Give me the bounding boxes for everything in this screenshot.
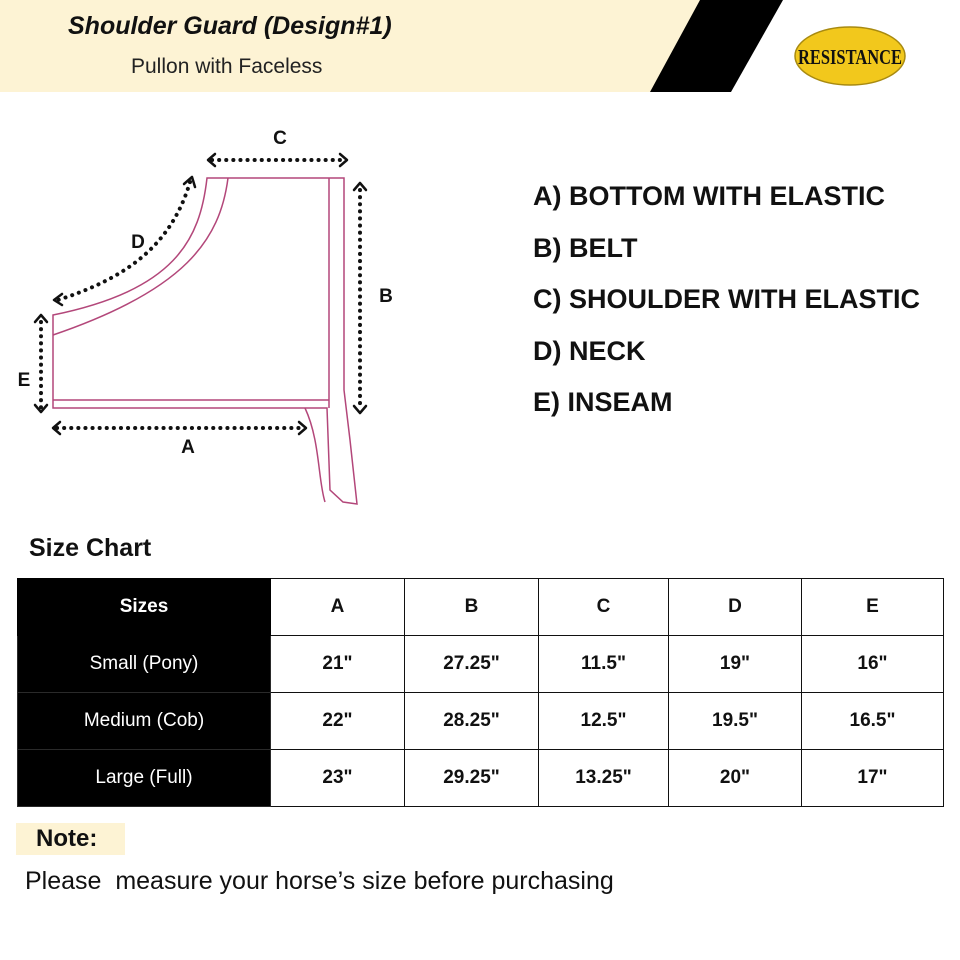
value-a: 22" (271, 693, 405, 750)
value-d: 19.5" (669, 693, 802, 750)
diagram-label-c: C (273, 128, 287, 149)
header-a: A (271, 579, 405, 636)
value-a: 21" (271, 636, 405, 693)
table-header-row (18, 579, 944, 636)
size-name: Large (Full) (18, 750, 271, 807)
value-b: 27.25" (405, 636, 539, 693)
value-e: 16" (802, 636, 944, 693)
header-b: B (405, 579, 539, 636)
garment-outline (53, 178, 357, 504)
table-row (18, 750, 944, 807)
note-text: Please measure your horse’s size before purchasing (25, 867, 614, 895)
table-row (18, 693, 944, 750)
diagram-label-a: A (181, 437, 195, 458)
diagram-label-b: B (379, 286, 393, 307)
page-title: Shoulder Guard (Design#1) (68, 12, 392, 40)
note-label: Note: (36, 825, 98, 852)
shoulder-guard-diagram (0, 110, 460, 520)
brand-logo (792, 20, 908, 88)
measure-arrowheads (35, 154, 366, 434)
value-e: 17" (802, 750, 944, 807)
value-c: 13.25" (539, 750, 669, 807)
value-d: 20" (669, 750, 802, 807)
table-row (18, 636, 944, 693)
diagram-label-e: E (17, 370, 31, 391)
brand-logo-text: RESISTANCE (798, 45, 902, 69)
size-name: Medium (Cob) (18, 693, 271, 750)
header-sizes: Sizes (18, 579, 271, 636)
size-name: Small (Pony) (18, 636, 271, 693)
size-chart-title: Size Chart (29, 534, 152, 562)
size-chart-table (17, 578, 944, 807)
value-c: 12.5" (539, 693, 669, 750)
measurement-legend (533, 176, 920, 434)
measure-lines (41, 160, 360, 428)
value-a: 23" (271, 750, 405, 807)
diagram-label-d: D (131, 232, 145, 253)
header-c: C (539, 579, 669, 636)
value-b: 28.25" (405, 693, 539, 750)
value-d: 19" (669, 636, 802, 693)
legend-item-e: E) INSEAM (533, 387, 673, 417)
value-b: 29.25" (405, 750, 539, 807)
page-subtitle: Pullon with Faceless (131, 55, 323, 78)
value-e: 16.5" (802, 693, 944, 750)
header-d: D (669, 579, 802, 636)
value-c: 11.5" (539, 636, 669, 693)
legend-item-d: D) NECK (533, 335, 646, 366)
legend-item-a: A) BOTTOM WITH ELASTIC (533, 181, 885, 211)
legend-item-c: C) SHOULDER WITH ELASTIC (533, 284, 920, 314)
header-e: E (802, 579, 944, 636)
legend-item-b: B) BELT (533, 232, 638, 263)
